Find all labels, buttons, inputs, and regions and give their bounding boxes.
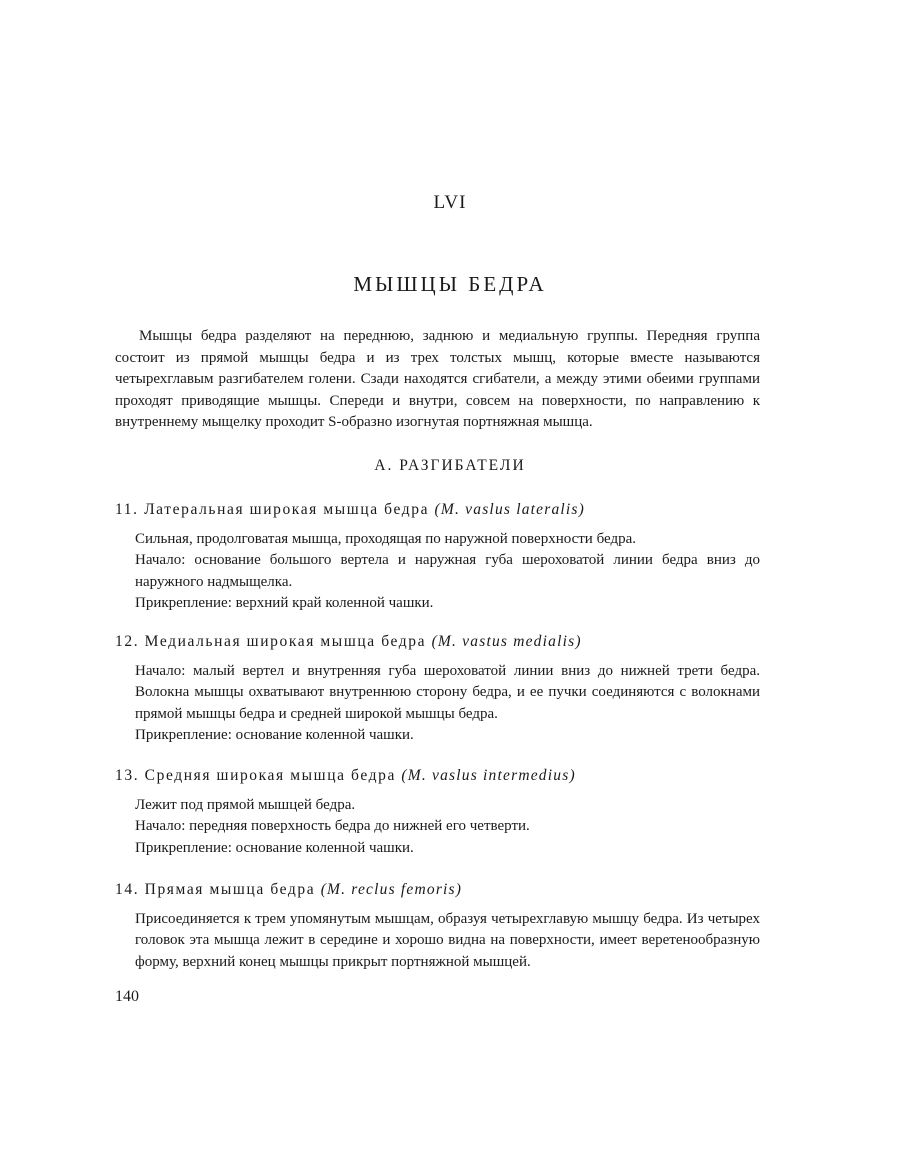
muscle-heading-russian: 13. Средняя широкая мышца бедра [115, 767, 396, 784]
page-number: 140 [115, 988, 139, 1005]
muscle-description [135, 795, 760, 859]
description-line: Прикрепление: верхний край коленной чашки. [135, 594, 434, 611]
chapter-number: LVI [433, 192, 467, 213]
muscle-entry [115, 880, 760, 973]
muscle-heading-latin: (M. reclus femoris) [320, 881, 463, 898]
muscle-heading [115, 632, 760, 652]
muscle-heading-latin: (M. vastus medialis) [431, 633, 582, 650]
chapter-title: МЫШЦЫ БЕДРА [353, 272, 547, 296]
muscle-heading [115, 500, 760, 520]
description-line: Лежит под прямой мышцей бедра. [135, 797, 356, 813]
section-title: А. РАЗГИБАТЕЛИ [374, 457, 526, 474]
muscle-entry [115, 632, 760, 746]
muscle-entry [115, 766, 760, 859]
muscle-heading-russian: 14. Прямая мышца бедра [115, 881, 316, 898]
muscle-description [135, 661, 760, 746]
description-line: Присоединяется к трем упомянутым мышцам, образуя четырехглавую мышцу бедра. Из четырех головок эта мышца лежит в середине и хорошо видна на поверхности, имеет веретенообразную форму, верхний конец мышцы прикрыт портняжной мышцей. [135, 911, 760, 970]
muscle-heading-latin: (M. vaslus intermedius) [401, 767, 576, 784]
muscle-heading-latin: (M. vaslus lateralis) [434, 501, 586, 518]
description-line: Прикрепление: основание коленной чашки. [135, 839, 414, 856]
muscle-heading [115, 766, 760, 786]
muscle-entry [115, 500, 760, 614]
description-line: Начало: малый вертел и внутренняя губа шероховатой линии вниз до нижней трети бедра. Волокна мышцы охватывают внутреннюю сторону бедра, и ее пучки соединяются с волокнами прямой мышцы бедра и средней широкой мышцы бедра. [135, 663, 760, 722]
muscle-description [135, 529, 760, 614]
intro-paragraph: Мышцы бедра разделяют на переднюю, заднюю и медиальную группы. Передняя группа состоит из прямой мышцы бедра и из трех толстых мышц, которые вместе называются четырехглавым разгибателем голени. Сзади находятся сгибатели, а между этими обеими группами проходят приводящие мышцы. Спереди и внутри, совсем на поверхности, по направлению к внутреннему мыщелку проходит S-образно изогнутая портняжная мышца. [115, 328, 760, 430]
description-line: Сильная, продолговатая мышца, проходящая по наружной поверхности бедра. [135, 531, 637, 547]
description-line: Прикрепление: основание коленной чашки. [135, 726, 414, 743]
muscle-heading-russian: 11. Латеральная широкая мышца бедра [115, 501, 430, 518]
description-line: Начало: основание большого вертела и наружная губа шероховатой линии бедра вниз до наружного надмыщелка. [135, 552, 760, 590]
muscle-description [135, 909, 760, 973]
muscle-heading [115, 880, 760, 900]
description-line: Начало: передняя поверхность бедра до нижней его четверти. [135, 818, 530, 835]
muscle-heading-russian: 12. Медиальная широкая мышца бедра [115, 633, 427, 650]
